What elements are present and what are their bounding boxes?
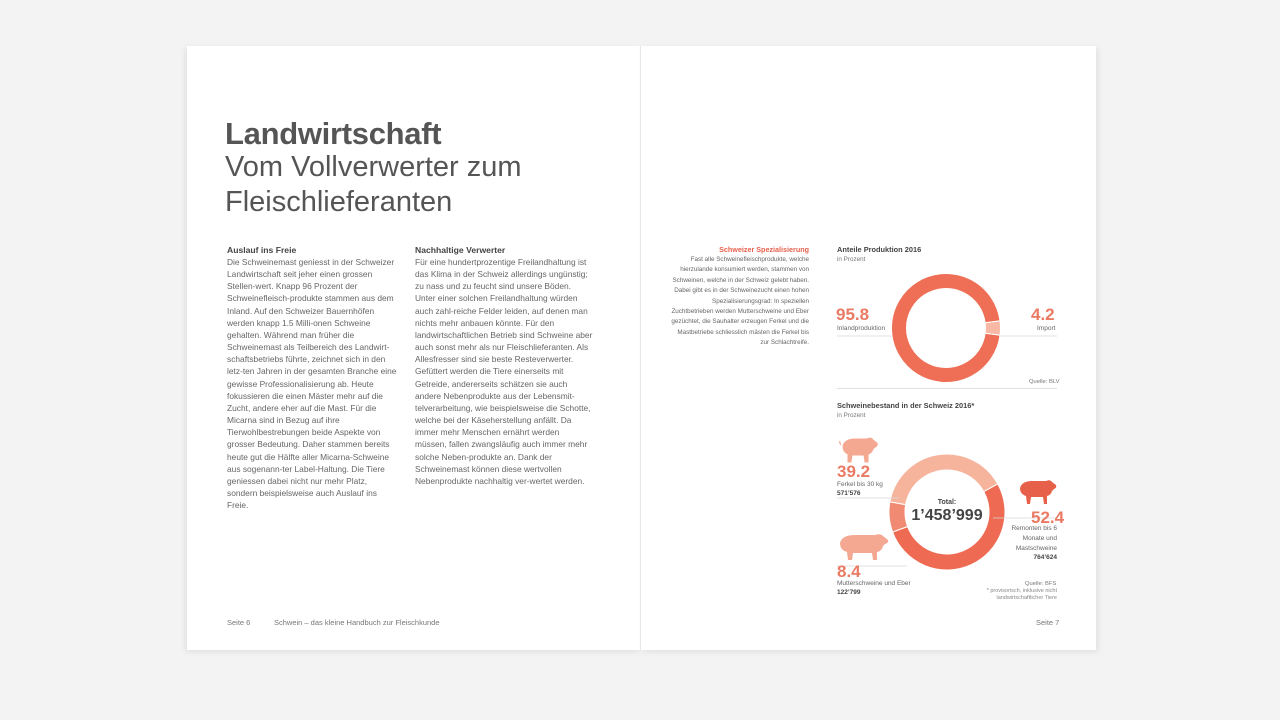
page-number-right: Seite 7 [1036, 618, 1060, 627]
text-column-1 [227, 244, 399, 511]
piglet-icon [837, 434, 879, 464]
chart1-label-import: Import [1037, 325, 1056, 332]
page-title: Landwirtschaft [225, 116, 442, 151]
text-column-2 [415, 244, 593, 487]
book-title: Schwein – das kleine Handbuch zur Fleischkunde [274, 618, 440, 627]
chart2-label-mutterschweine: Mutterschweine und Eber [837, 580, 911, 587]
fattening-pig-icon [1016, 476, 1058, 506]
page-subtitle: Vom Vollverwerter zum Fleischlieferanten [225, 151, 522, 218]
chart2-value-ferkel: 39.2 [837, 462, 871, 481]
pig-stock-slice-1 [893, 484, 1005, 570]
section-body: Die Schweinemast geniesst in der Schweizer Landwirtschaft seit jeher einen grossen Stellen-wert. Knapp 96 Prozent der Schweinefleisch-produkte stammen aus dem Inland. Auf den Schweizer Bauernhöfen werden knapp 1.5 Milli-onen Schweine gehalten. Während man früher die Schweinemast als Teilbereich des Landwirt-schaftsbetriebs führte, zeichnet sich in den letz-ten Jahren in der gesamten Branche eine gewisse Professionalisierung ab. Heute fokussieren die einen Mäster mehr auf die Zucht, andere eher auf die Mast. Für die Micarna sind in Bezug auf ihre Tierwohlbestrebungen beide Aspekte von grosser Bedeutung. Daher stammen bereits heute gut die Hälfte aller Micarna-Schweine aus sogenann-ter Label-Haltung. Die Tiere geniessen dabei nicht nur mehr Platz, sondern beispielsweise auch Auslauf ins Freie. [227, 257, 397, 511]
chart2-subtitle: in Prozent [837, 412, 866, 419]
chart2-footnote: * provisorisch, inklusive nicht landwirtschaftlicher Tiere [986, 588, 1057, 601]
chart2-value-mutterschweine: 8.4 [837, 562, 861, 581]
chart1-label-inland: Inlandproduktion [837, 325, 886, 332]
chart1-subtitle: in Prozent [837, 256, 866, 263]
chart2-value-remonten: 52.4 [1031, 508, 1065, 527]
right-page [641, 46, 1096, 650]
sow-icon [835, 530, 891, 562]
pig-stock-slice-2 [889, 502, 908, 532]
chart2-label-remonten: Remonten bis 6 Monate und Mastschweine [1011, 525, 1057, 552]
chart2-title: Schweinebestand in der Schweiz 2016* [837, 401, 975, 410]
chart1-source: Quelle: BLV [1029, 379, 1060, 385]
page-number-left: Seite 6 [227, 618, 251, 627]
chart1-value-inland: 95.8 [836, 305, 870, 324]
chart2-source: Quelle: BFS [1025, 581, 1057, 587]
spezialisierung-heading: Schweizer Spezialisierung [719, 245, 809, 254]
chart1-title: Anteile Produktion 2016 [837, 245, 922, 254]
chart2-count-remonten: 764’624 [1033, 554, 1057, 561]
section-body: Für eine hundertprozentige Freilandhaltung ist das Klima in der Schweiz allerdings ungünstig; zu nass und zu feucht sind unsere Böden. Unter einer solchen Freilandhaltung würden auch zahl-reiche Felder leiden, auf denen man nichts mehr anbauen könnte. Für den landwirtschaftlichen Betrieb sind Schweine aber auch sonst mehr als nur Fleischlieferanten. Als Allesfresser sind sie beste Resteverwerter. Gefüttert werden die Tiere einerseits mit Getreide, andererseits schätzen sie auch andere Nebenprodukte aus der Lebensmit-telverarbeitung, wie beispielsweise die Schotte, welche bei der Käseherstellung anfällt. Da immer mehr Menschen ernährt werden müssen, fallen zwangsläufig auch immer mehr solche Neben-produkte an. Dank der Schweinemast können diese wertvollen Nebenprodukte nachhaltig ver-wertet werden. [415, 257, 593, 486]
chart2-count-mutterschweine: 122’799 [837, 589, 861, 596]
chart2-center-label: Total: [937, 499, 957, 506]
chart2-center-value: 1’458’999 [911, 507, 983, 524]
chart2-count-ferkel: 571’576 [837, 490, 861, 497]
chart1-value-import: 4.2 [1031, 305, 1055, 324]
left-page [187, 46, 641, 650]
section-heading: Nachhaltige Verwerter [415, 245, 506, 255]
chart2-label-ferkel: Ferkel bis 30 kg [837, 481, 883, 488]
section-heading: Auslauf ins Freie [227, 245, 297, 255]
spezialisierung-body: Fast alle Schweinefleischprodukte, welche hierzulande konsumiert werden, stammen von Schweinen, welche in der Schweiz gelebt haben. Dabei gibt es in der Schweinezucht einen hohen Spezialisierungsgrad: In speziellen Zuchtbetrieben werden Mutterschweine und Eber gezüchtet, die Sauhalter erzeugen Ferkel und die Mastbetriebe schliesslich mästen die Ferkel bis zur Schlachtreife. [671, 256, 809, 347]
